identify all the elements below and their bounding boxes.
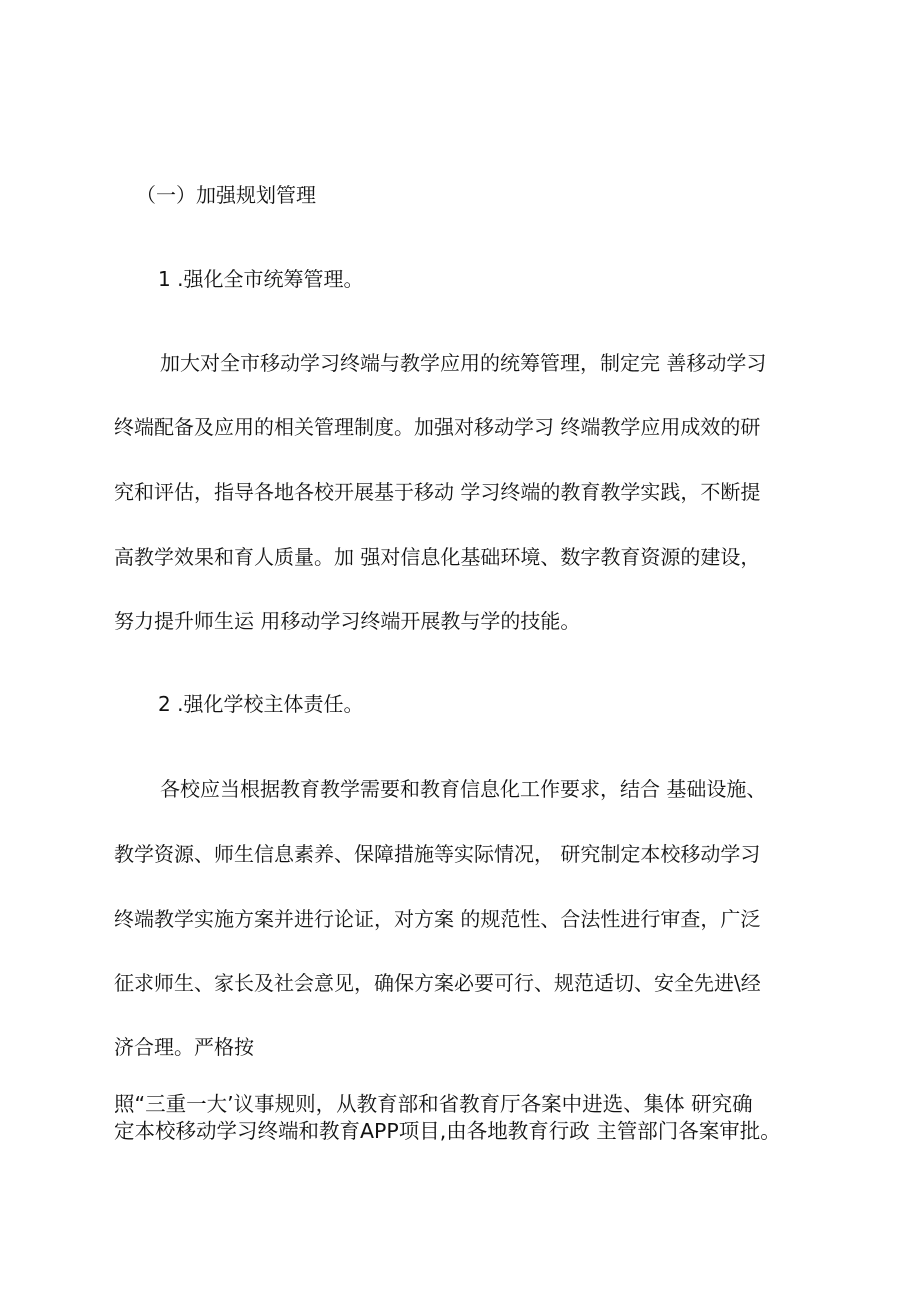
item-2-paragraph-line: 终端教学实施方案并进行论证，对方案 的规范性、合法性进行审查，广泛 bbox=[114, 907, 761, 931]
item-2-tail-line: 定本校移动学习终端和教育APP项目,由各地教育行政 主管部门各案审批。 bbox=[114, 1119, 781, 1143]
item-2-paragraph-line: 教学资源、师生信息素养、保障措施等实际情况， 研究制定本校移动学习 bbox=[114, 842, 761, 866]
item-2-paragraph-line: 征求师生、家长及社会意见，确保方案必要可行、规范适切、安全先进\经 bbox=[114, 971, 761, 995]
item-1-paragraph-line: 高教学效果和育人质量。加 强对信息化基础环境、数字教育资源的建设， bbox=[114, 545, 761, 569]
item-2-paragraph-line: 济合理。严格按 bbox=[114, 1035, 254, 1059]
item-1-paragraph-line: 终端配备及应用的相关管理制度。加强对移动学习 终端教学应用成效的研 bbox=[114, 415, 761, 439]
item-1-paragraph-line: 究和评估，指导各地各校开展基于移动 学习终端的教育教学实践，不断提 bbox=[114, 480, 761, 504]
item-2-tail-line: 照“三重一大’议事规则，从教育部和省教育厅各案中进选、集体 研究确 bbox=[114, 1092, 753, 1116]
item-1-heading: 1 .强化全市统筹管理。 bbox=[158, 267, 364, 291]
item-1-paragraph-line: 加大对全市移动学习终端与教学应用的统筹管理，制定完 善移动学习 bbox=[160, 351, 767, 375]
item-2-heading: 2 .强化学校主体责任。 bbox=[158, 692, 364, 716]
item-1-paragraph-line: 努力提升师生运 用移动学习终端开展教与学的技能。 bbox=[114, 609, 581, 633]
section-heading: （一）加强规划管理 bbox=[136, 183, 316, 207]
item-2-paragraph-line: 各校应当根据教育教学需要和教育信息化工作要求，结合 基础设施、 bbox=[160, 777, 767, 801]
